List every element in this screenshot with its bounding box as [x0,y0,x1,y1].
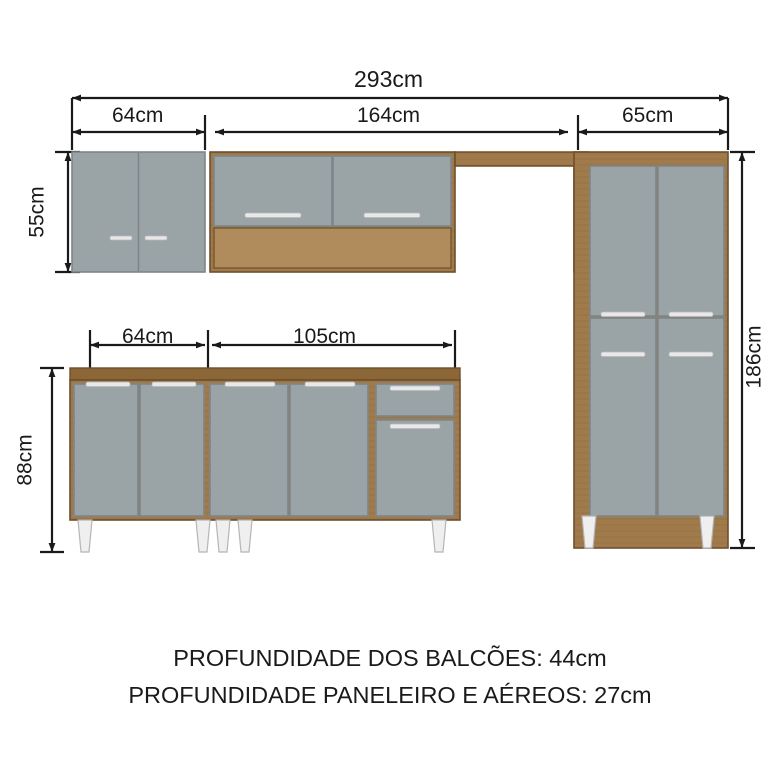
label-upper-height: 55cm [25,186,49,238]
dimension-base-height [40,368,64,552]
label-top-segment-1: 64cm [112,104,164,127]
tall-pantry-unit [574,152,728,548]
label-base-height: 88cm [13,434,37,486]
caption-depth-counters: PROFUNDIDADE DOS BALCÕES: 44cm [173,645,607,671]
upper-cabinet-middle [210,152,455,272]
caption-depth-pantry: PROFUNDIDADE PANELEIRO E AÉREOS: 27cm [128,682,652,708]
label-top-segment-3: 65cm [622,104,674,127]
label-top-segment-2: 164cm [357,104,421,127]
upper-cabinet-left [72,152,205,272]
upper-wood-connector [455,152,588,272]
label-bottom-segment-1: 64cm [122,325,174,348]
base-cabinet-unit [70,368,460,552]
label-total-width: 293cm [354,66,424,92]
label-tall-height: 186cm [742,325,766,389]
label-bottom-segment-2: 105cm [293,325,357,348]
